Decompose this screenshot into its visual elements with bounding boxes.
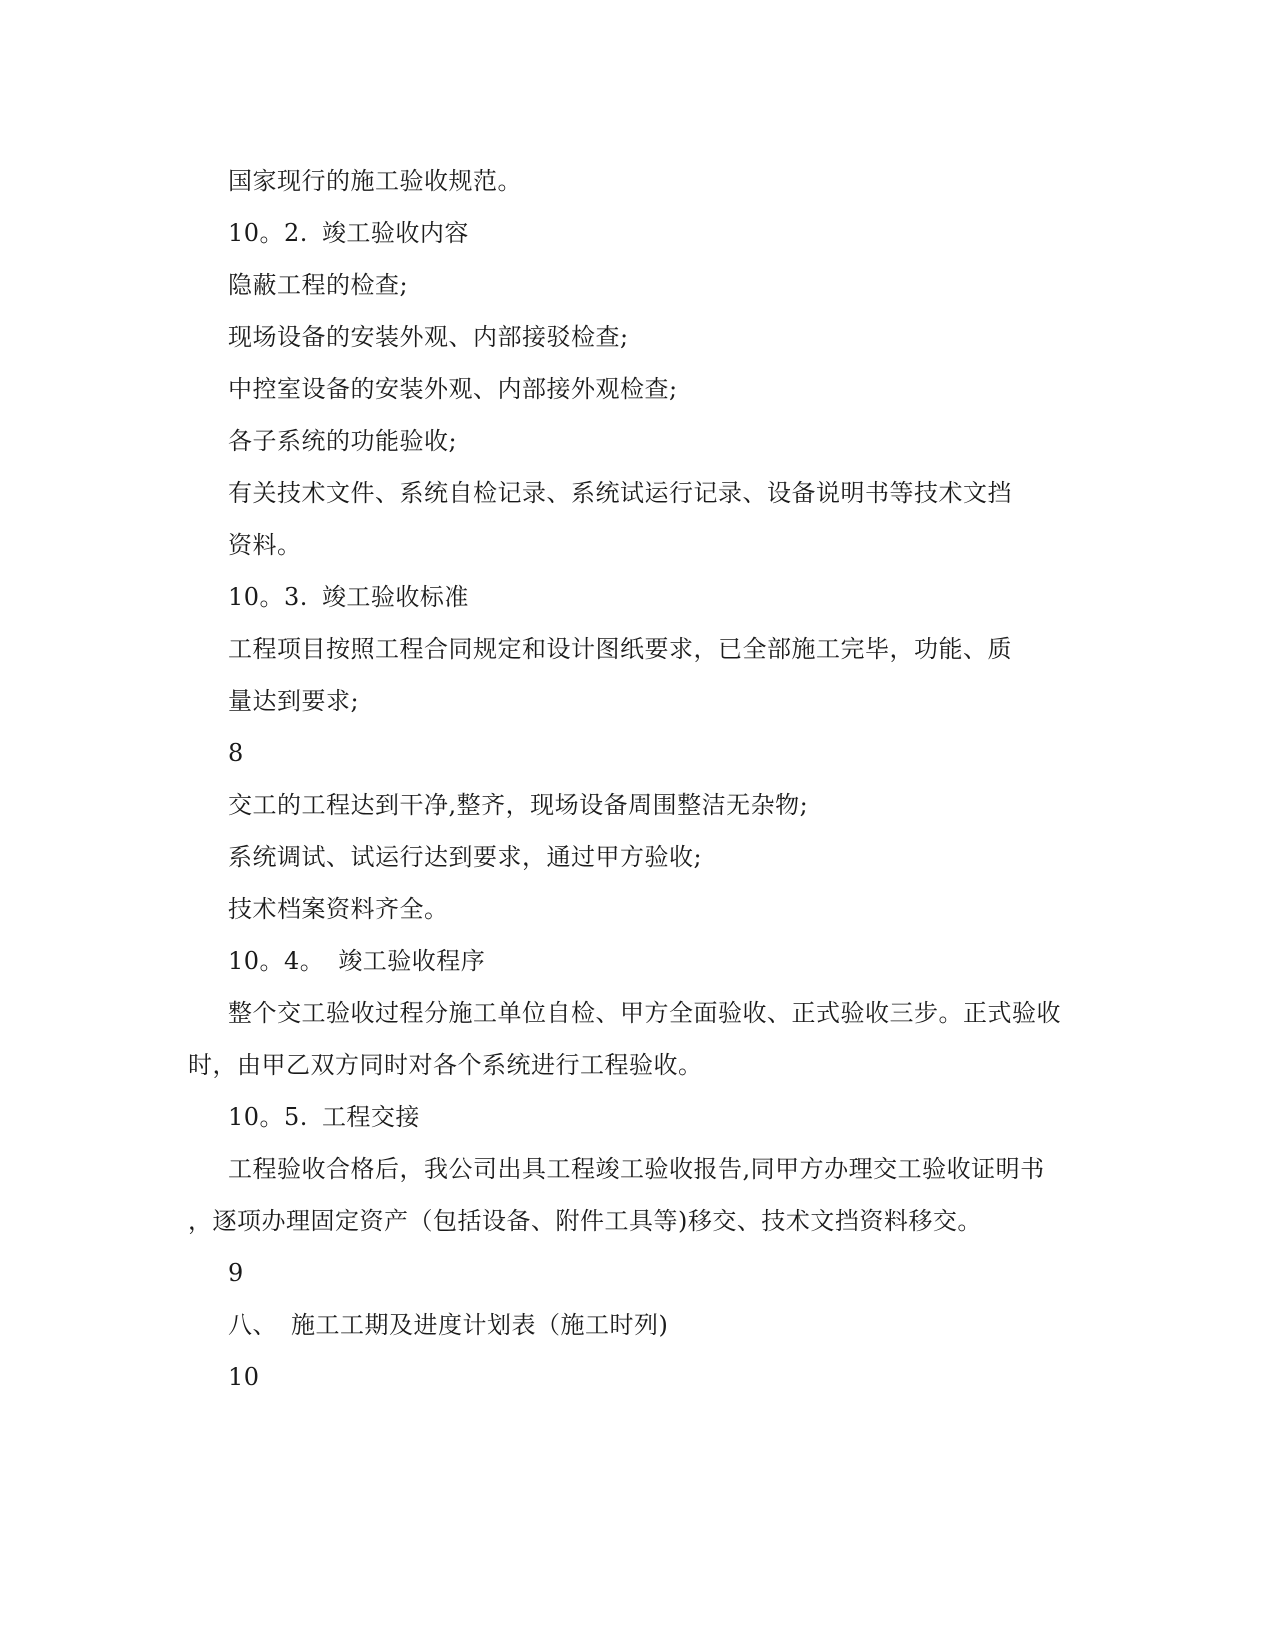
section-heading-10-2 xyxy=(228,218,469,248)
section-title: 竣工验收标准 xyxy=(321,583,469,611)
list-item: 有关技术文件、系统自检记录、系统试运行记录、设备说明书等技术文挡 xyxy=(228,479,1012,507)
list-item: 系统调试、试运行达到要求，通过甲方验收; xyxy=(228,843,703,871)
list-item: 交工的工程达到干净,整齐，现场设备周围整洁无杂物; xyxy=(228,791,809,819)
section-number: 10。3. xyxy=(228,583,308,611)
page-number: 8 xyxy=(228,739,244,767)
chapter-number: 八、 xyxy=(228,1311,277,1339)
list-item-continuation: 量达到要求; xyxy=(228,687,360,715)
chapter-title: 施工工期及进度计划表（施工时列) xyxy=(291,1311,669,1339)
paragraph-line: 整个交工验收过程分施工单位自检、甲方全面验收、正式验收三步。正式验收 xyxy=(228,999,1061,1027)
page-number: 10 xyxy=(228,1363,260,1391)
section-number: 10。2. xyxy=(228,219,308,247)
list-item: 隐蔽工程的检查; xyxy=(228,271,409,299)
section-heading-10-4 xyxy=(228,946,485,976)
section-heading-10-3 xyxy=(228,582,469,612)
paragraph-line: 时，由甲乙双方同时对各个系统进行工程验收。 xyxy=(188,1051,703,1079)
list-item: 各子系统的功能验收; xyxy=(228,427,458,455)
list-item-continuation: 资料。 xyxy=(228,531,302,559)
section-number: 10。4。 xyxy=(228,947,325,975)
chapter-heading-8 xyxy=(228,1310,668,1340)
list-item: 工程项目按照工程合同规定和设计图纸要求，已全部施工完毕，功能、质 xyxy=(228,635,1012,663)
section-heading-10-5 xyxy=(228,1102,420,1132)
list-item: 技术档案资料齐全。 xyxy=(228,895,449,923)
list-item: 现场设备的安装外观、内部接驳检查; xyxy=(228,323,629,351)
list-item: 中控室设备的安装外观、内部接外观检查; xyxy=(228,375,678,403)
section-title: 工程交接 xyxy=(321,1103,420,1131)
section-title: 竣工验收内容 xyxy=(321,219,469,247)
section-title: 竣工验收程序 xyxy=(338,947,486,975)
page-number: 9 xyxy=(228,1259,244,1287)
paragraph-line: 国家现行的施工验收规范。 xyxy=(228,167,522,195)
paragraph-line: 工程验收合格后，我公司出具工程竣工验收报告,同甲方办理交工验收证明书 xyxy=(228,1155,1045,1183)
paragraph-line: ，逐项办理固定资产（包括设备、附件工具等)移交、技术文挡资料移交。 xyxy=(188,1207,982,1235)
section-number: 10。5. xyxy=(228,1103,308,1131)
